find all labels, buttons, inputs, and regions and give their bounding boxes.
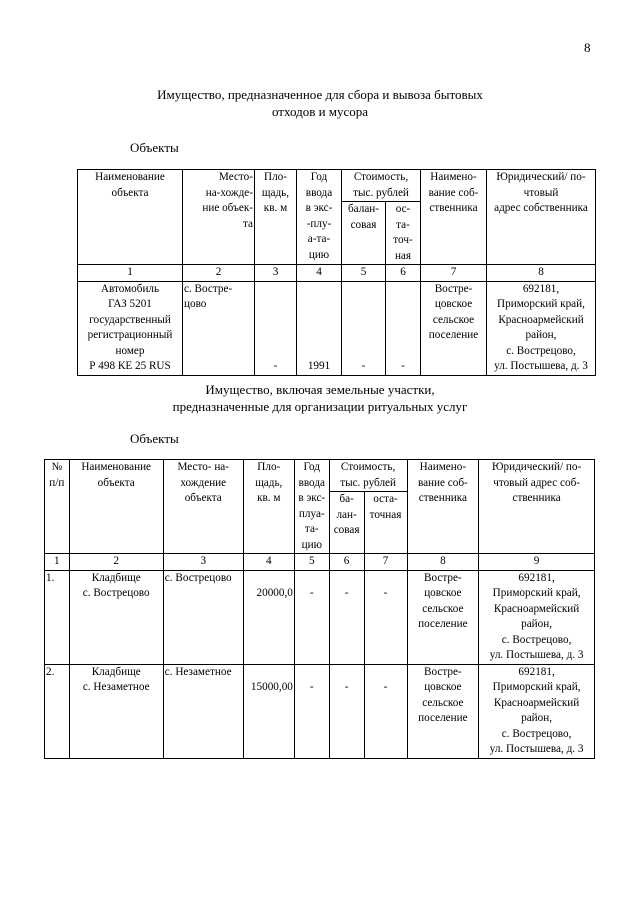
page-number: 8 bbox=[584, 40, 591, 55]
cell-line: Востре- bbox=[434, 282, 473, 295]
cell-line: сельское bbox=[432, 313, 475, 326]
header-num bbox=[45, 460, 70, 554]
cell-line: ос- bbox=[395, 203, 411, 215]
column-number-3: 3 bbox=[255, 265, 297, 282]
cell-year: - bbox=[294, 570, 329, 664]
cell-area: - bbox=[255, 281, 297, 375]
cell-line: объекта bbox=[111, 186, 149, 199]
column-number-7: 7 bbox=[364, 554, 407, 571]
column-number-row bbox=[45, 554, 595, 571]
cell-line: 692181, bbox=[522, 282, 560, 295]
cell-line: оста- bbox=[373, 493, 398, 506]
header-cost bbox=[329, 460, 407, 492]
cell-line: Стоимость, bbox=[353, 171, 409, 183]
header-area bbox=[243, 460, 294, 554]
cell-line: Место- на- bbox=[177, 461, 229, 473]
cell-line: цово bbox=[184, 298, 207, 310]
section2-table bbox=[44, 459, 595, 759]
cell-line: совая bbox=[350, 218, 377, 231]
cell-line: Кладбище bbox=[91, 571, 141, 584]
table-row bbox=[45, 664, 595, 758]
section2-title-line2: предназначенные для организации ритуальных услуг bbox=[172, 399, 468, 414]
cell-num: 2. bbox=[45, 664, 70, 758]
header-address bbox=[487, 170, 596, 265]
cell-line: Наимено- bbox=[419, 461, 467, 473]
cell-line: с. Вострецово, bbox=[501, 633, 572, 646]
cell-location bbox=[183, 281, 255, 375]
section1-title-line1: Имущество, предназначенное для сбора и вывоза бытовых bbox=[157, 87, 483, 102]
cell-line: п/п bbox=[49, 476, 65, 489]
header-residual bbox=[364, 492, 407, 554]
cell-residual: - bbox=[364, 664, 407, 758]
cell-line: Автомобиль bbox=[100, 282, 160, 295]
cell-line: ная bbox=[394, 249, 412, 262]
cell-line: щадь, bbox=[255, 476, 283, 489]
column-number-3: 3 bbox=[163, 554, 243, 571]
cell-residual: - bbox=[364, 570, 407, 664]
cell-line: балан- bbox=[347, 203, 380, 215]
cell-line: кв. м bbox=[263, 202, 288, 214]
cell-year: - bbox=[294, 664, 329, 758]
column-number-2: 2 bbox=[69, 554, 163, 571]
cell-location: с. Незаметное bbox=[163, 664, 243, 758]
cell-line: ственника bbox=[429, 202, 478, 214]
cell-line: в экс- bbox=[305, 202, 333, 214]
cell-address bbox=[479, 570, 595, 664]
cell-line: с. Вострецово bbox=[82, 587, 150, 599]
cell-line: объекта bbox=[97, 476, 135, 489]
column-number-8: 8 bbox=[407, 554, 479, 571]
cell-line: Р 498 КЕ 25 RUS bbox=[89, 360, 171, 372]
header-location bbox=[163, 460, 243, 554]
section1-table bbox=[77, 169, 596, 376]
section2-title bbox=[0, 381, 640, 415]
cell-line: Приморский край, bbox=[492, 681, 581, 693]
header-residual bbox=[386, 202, 421, 265]
cell-line: Приморский край, bbox=[497, 298, 585, 310]
cell-line: ул. Постышева, д. 3 bbox=[489, 649, 584, 661]
cell-line: -плу- bbox=[306, 217, 332, 230]
cell-line: поселение bbox=[418, 712, 468, 724]
cell-line: Место- bbox=[218, 171, 253, 183]
cell-line: ГАЗ 5201 bbox=[108, 298, 152, 310]
cell-line: чтовый bbox=[523, 186, 559, 199]
cell-line: Красноармейский bbox=[498, 313, 584, 326]
header-balance bbox=[329, 492, 364, 554]
column-number-row bbox=[78, 265, 596, 282]
cell-line: номер bbox=[115, 344, 145, 357]
cell-line: Год bbox=[310, 171, 328, 183]
cell-line: Год bbox=[303, 461, 320, 473]
cell-line: ввода bbox=[305, 186, 333, 199]
header-cost bbox=[342, 170, 421, 202]
cell-line: лан- bbox=[336, 508, 357, 521]
cell-line: Кладбище bbox=[91, 665, 141, 678]
column-number-6: 6 bbox=[386, 265, 421, 282]
cell-line: с. Востре- bbox=[184, 282, 233, 295]
cell-area: 15000,00 bbox=[243, 664, 294, 758]
cell-area: 20000,0 bbox=[243, 570, 294, 664]
cell-line: совая bbox=[333, 524, 360, 537]
cell-line: цовское bbox=[434, 298, 473, 310]
cell-name bbox=[78, 281, 183, 375]
cell-line: с. Вострецово, bbox=[501, 727, 572, 740]
header-year bbox=[297, 170, 342, 265]
column-number-2: 2 bbox=[183, 265, 255, 282]
table-header-row bbox=[78, 170, 596, 202]
cell-line: Пло- bbox=[264, 171, 287, 183]
section2-title-line1: Имущество, включая земельные участки, bbox=[205, 382, 435, 397]
cell-owner bbox=[407, 664, 479, 758]
cell-line: поселение bbox=[428, 329, 479, 341]
section1-title-line2: отходов и мусора bbox=[271, 104, 369, 119]
header-name bbox=[78, 170, 183, 265]
cell-line: Красноармейский bbox=[493, 696, 580, 709]
cell-line: ул. Постышева, д. 3 bbox=[494, 360, 588, 372]
table-header-row bbox=[45, 460, 595, 492]
cell-line: 692181, bbox=[518, 571, 555, 584]
section1-subtitle: Объекты bbox=[130, 140, 179, 155]
cell-name bbox=[69, 570, 163, 664]
cell-line: поселение bbox=[418, 618, 468, 630]
cell-line: кв. м bbox=[257, 492, 281, 504]
cell-line: в экс- bbox=[298, 492, 326, 504]
header-location bbox=[183, 170, 255, 265]
cell-line: вание соб- bbox=[428, 186, 479, 199]
cell-line: объекта bbox=[184, 492, 222, 504]
column-number-5: 5 bbox=[342, 265, 386, 282]
cell-line: та- bbox=[304, 523, 319, 535]
header-year bbox=[294, 460, 329, 554]
cell-line: Наименование bbox=[81, 461, 152, 473]
cell-line: государственный bbox=[89, 313, 171, 326]
cell-line: Приморский край, bbox=[492, 587, 581, 599]
table-row bbox=[78, 281, 596, 375]
table-row bbox=[45, 570, 595, 664]
column-number-6: 6 bbox=[329, 554, 364, 571]
section2-subtitle: Объекты bbox=[130, 431, 179, 446]
cell-line: а-та- bbox=[307, 233, 331, 245]
section1-title bbox=[0, 86, 640, 120]
cell-line: ственника bbox=[512, 492, 561, 504]
column-number-7: 7 bbox=[421, 265, 487, 282]
cell-line: тыс. рублей bbox=[353, 186, 409, 199]
cell-line: с. Незаметное bbox=[82, 681, 150, 693]
column-number-9: 9 bbox=[479, 554, 595, 571]
header-area bbox=[255, 170, 297, 265]
cell-line: Востре- bbox=[424, 665, 462, 678]
cell-owner bbox=[421, 281, 487, 375]
cell-line: район, bbox=[521, 712, 553, 724]
cell-owner bbox=[407, 570, 479, 664]
cell-line: Наимено- bbox=[430, 171, 477, 183]
header-balance bbox=[342, 202, 386, 265]
column-number-8: 8 bbox=[487, 265, 596, 282]
cell-line: цовское bbox=[424, 681, 462, 693]
header-name bbox=[69, 460, 163, 554]
cell-line: район, bbox=[521, 618, 553, 630]
cell-line: хождение bbox=[180, 476, 227, 489]
column-number-1: 1 bbox=[45, 554, 70, 571]
cell-line: район, bbox=[525, 329, 557, 341]
cell-line: 692181, bbox=[518, 665, 555, 678]
cell-line: цовское bbox=[424, 587, 462, 599]
cell-line: регистрационный bbox=[87, 329, 173, 341]
header-owner bbox=[407, 460, 479, 554]
cell-line: сельское bbox=[422, 696, 464, 709]
cell-year: 1991 bbox=[297, 281, 342, 375]
cell-residual: - bbox=[386, 281, 421, 375]
cell-line: ба- bbox=[339, 493, 354, 506]
cell-line: точная bbox=[369, 508, 402, 521]
cell-line: с. Вострецово, bbox=[506, 344, 576, 357]
cell-line: щадь, bbox=[261, 186, 290, 199]
cell-line: № bbox=[51, 461, 63, 473]
cell-balance: - bbox=[342, 281, 386, 375]
column-number-4: 4 bbox=[243, 554, 294, 571]
cell-line: ввода bbox=[298, 476, 325, 489]
cell-balance: - bbox=[329, 570, 364, 664]
cell-line: та- bbox=[396, 218, 410, 231]
cell-address bbox=[487, 281, 596, 375]
cell-line: плуа- bbox=[298, 507, 325, 520]
header-address bbox=[479, 460, 595, 554]
column-number-1: 1 bbox=[78, 265, 183, 282]
column-number-4: 4 bbox=[297, 265, 342, 282]
cell-line: Стоимость, bbox=[340, 461, 396, 473]
cell-line: цию bbox=[301, 538, 322, 551]
header-owner bbox=[421, 170, 487, 265]
cell-line: ние объек- bbox=[202, 202, 253, 214]
cell-line: ул. Постышева, д. 3 bbox=[489, 743, 584, 755]
cell-line: сельское bbox=[422, 602, 464, 615]
cell-line: Юридический/ по- bbox=[496, 171, 586, 183]
cell-num: 1. bbox=[45, 570, 70, 664]
cell-line: Наименование bbox=[95, 171, 165, 183]
cell-line: точ- bbox=[393, 234, 413, 246]
cell-line: та bbox=[243, 217, 253, 230]
column-number-5: 5 bbox=[294, 554, 329, 571]
cell-line: цию bbox=[308, 248, 330, 261]
cell-line: ственника bbox=[418, 492, 467, 504]
cell-location: с. Вострецово bbox=[163, 570, 243, 664]
cell-line: чтовый адрес соб- bbox=[493, 476, 580, 489]
cell-line: на-хожде- bbox=[205, 186, 253, 199]
cell-line: тыс. рублей bbox=[340, 476, 396, 489]
cell-line: Пло- bbox=[257, 461, 281, 473]
cell-line: адрес собственника bbox=[494, 202, 588, 214]
cell-address bbox=[479, 664, 595, 758]
cell-line: Юридический/ по- bbox=[491, 461, 582, 473]
cell-line: Красноармейский bbox=[493, 602, 580, 615]
cell-line: Востре- bbox=[424, 571, 462, 584]
cell-line: вание соб- bbox=[417, 476, 468, 489]
cell-balance: - bbox=[329, 664, 364, 758]
cell-name bbox=[69, 664, 163, 758]
